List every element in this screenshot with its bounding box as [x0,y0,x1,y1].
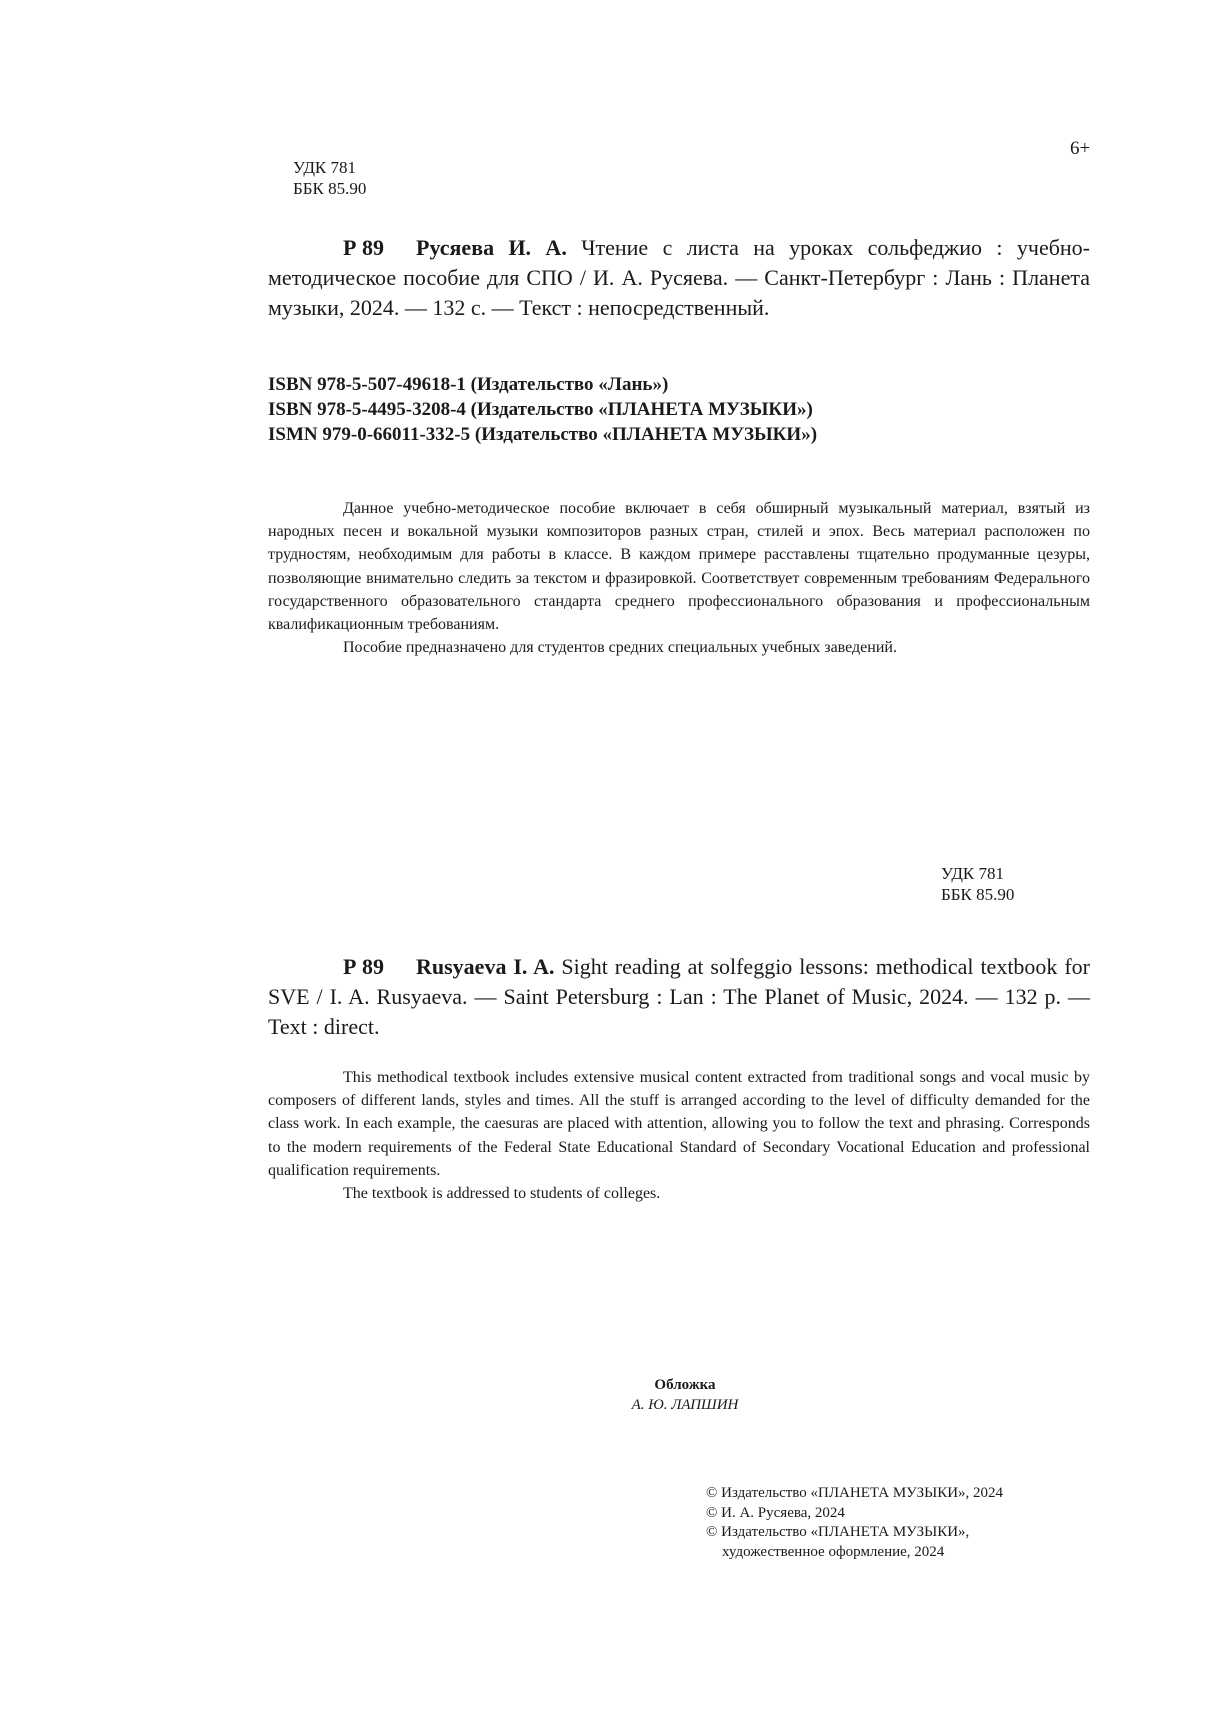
udk-code: УДК 781 [293,158,357,177]
bibliographic-record-ru [268,233,1090,323]
isbn-line: ISBN 978-5-507-49618-1 (Издательство «Лань») [268,374,669,395]
bibliographic-description: Чтение с листа на уроках сольфеджио : учебно-методическое пособие для СПО / И. А. Русяева. — Санкт-Петербург : Лань : Планета музыки, 2024. — 132 с. — Текст : непосредственный. [268,235,1090,320]
cover-designer: А. Ю. ЛАПШИН [631,1397,739,1413]
bbk-code: ББК 85.90 [941,885,1015,904]
copyright-line: © Издательство «ПЛАНЕТА МУЗЫКИ», 2024 [706,1485,1004,1501]
author-name: Rusyaeva I. A. [416,954,555,979]
bbk-code: ББК 85.90 [293,179,367,198]
copyright-line: художественное оформление, 2024 [722,1543,945,1560]
isbn-block [268,372,817,447]
cover-heading: Обложка [654,1377,716,1393]
annotation-en [268,1066,1090,1205]
bibliographic-description: Sight reading at solfeggio lessons: methodical textbook for SVE / I. A. Rusyaeva. — Saint Petersburg : Lan : The Planet of Music, 2024. — 132 p. — Text : direct. [268,954,1090,1039]
author-mark: Р 89 [343,954,384,979]
copyright-line: © И. А. Русяева, 2024 [706,1504,845,1521]
copyright-line: © Издательство «ПЛАНЕТА МУЗЫКИ», [706,1524,970,1540]
annotation-ru [268,497,1090,659]
annotation-paragraph: The textbook is addressed to students of colleges. [343,1185,661,1203]
author-name: Русяева И. А. [416,235,567,260]
annotation-paragraph: Пособие предназначено для студентов средних специальных учебных заведений. [343,639,897,657]
author-mark: Р 89 [343,235,384,260]
annotation-paragraph: Данное учебно-методическое пособие включает в себя обширный музыкальный материал, взятый из народных песен и вокальной музыки композиторов разных стран, стилей и эпох. Весь материал расположен по трудностям, необходимым для работы в классе. В каждом примере расставлены тщательно продуманные цезуры, позволяющие внимательно следить за текстом и фразировкой. Соответствует современным требованиям Федерального государственного образовательного стандарта среднего профессионального образования и профессиональным квалификационным требованиям. [268,500,1090,634]
udk-code: УДК 781 [941,864,1005,883]
classification-block-top [293,157,366,199]
classification-block-en [941,863,1014,905]
age-rating: 6+ [1070,138,1091,159]
annotation-paragraph: This methodical textbook includes extensive musical content extracted from traditional songs and vocal music by composers of different lands, styles and times. All the stuff is arranged according to the level of difficulty demanded for the class work. In each example, the caesuras are placed with attention, allowing you to follow the text and phrasing. Corresponds to the modern requirements of the Federal State Educational Standard of Secondary Vocational Education and professional qualification requirements. [268,1069,1090,1179]
bibliographic-record-en [268,952,1090,1042]
isbn-line: ISBN 978-5-4495-3208-4 (Издательство «ПЛАНЕТА МУЗЫКИ») [268,399,813,420]
ismn-line: ISMN 979-0-66011-332-5 (Издательство «ПЛАНЕТА МУЗЫКИ») [268,424,818,445]
copyright-block [706,1484,1003,1562]
cover-credit [600,1375,770,1415]
